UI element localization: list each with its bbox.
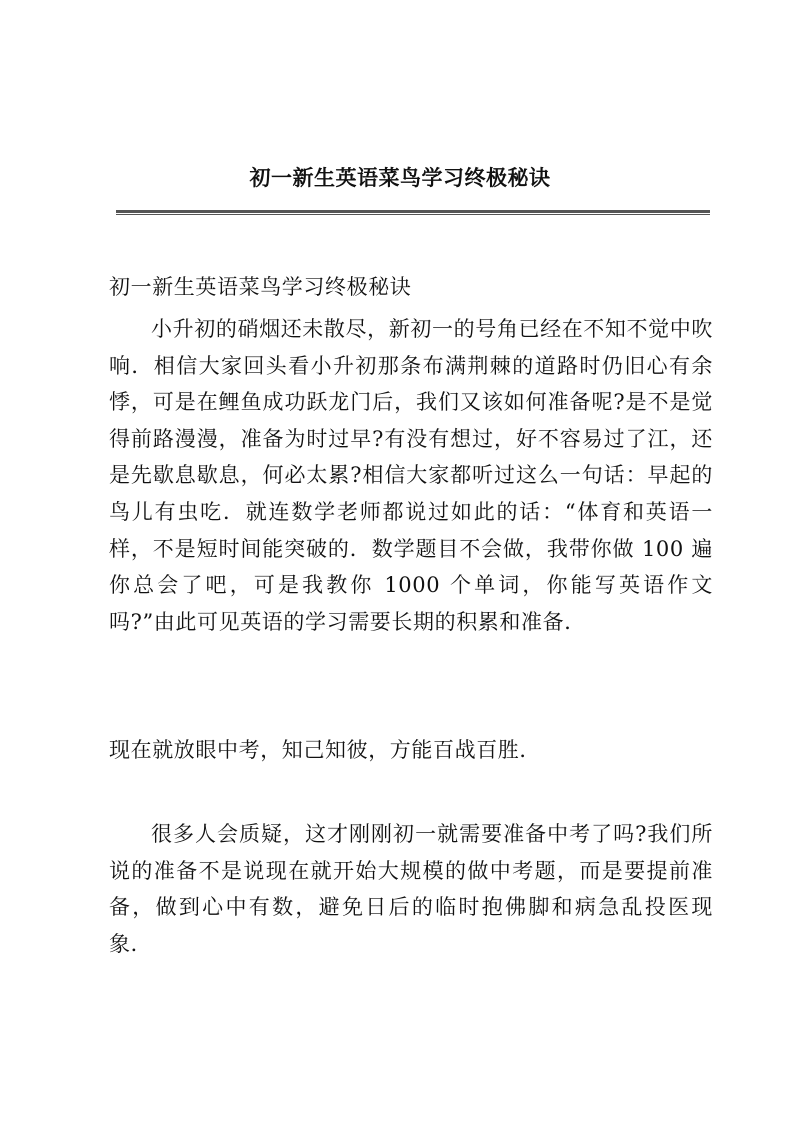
paragraph-zhongkao: 现在就放眼中考，知己知彼，方能百战百胜．: [109, 738, 541, 762]
title-divider: [116, 210, 710, 215]
document-subtitle: 初一新生英语菜鸟学习终极秘诀: [109, 275, 412, 299]
paragraph-preparation: 很多人会质疑，这才刚刚初一就需要准备中考了吗?我们所说的准备不是说现在就开始大规模的做中考题，而是要提前准备，做到心中有数，避免日后的临时抱佛脚和病急乱投医现象．: [109, 822, 713, 956]
document-title: 初一新生英语菜鸟学习终极秘诀: [249, 165, 551, 190]
paragraph-intro: 小升初的硝烟还未散尽，新初一的号角已经在不知不觉中吹响．相信大家回头看小升初那条布满荆棘的道路时仍旧心有余悸，可是在鲤鱼成功跃龙门后，我们又该如何准备呢?是不是觉得前路漫漫，准备为时过早?有没有想过，好不容易过了江，还是先歇息歇息，何必太累?相信大家都听过这么一句话：早起的鸟儿有虫吃．就连数学老师都说过如此的话：“体育和英语一样，不是短时间能突破的．数学题目不会做，我带你做 100 遍你总会了吧，可是我教你 1000 个单词，你能写英语作文吗?”由此可见英语的学习需要长期的积累和准备．: [109, 317, 713, 634]
